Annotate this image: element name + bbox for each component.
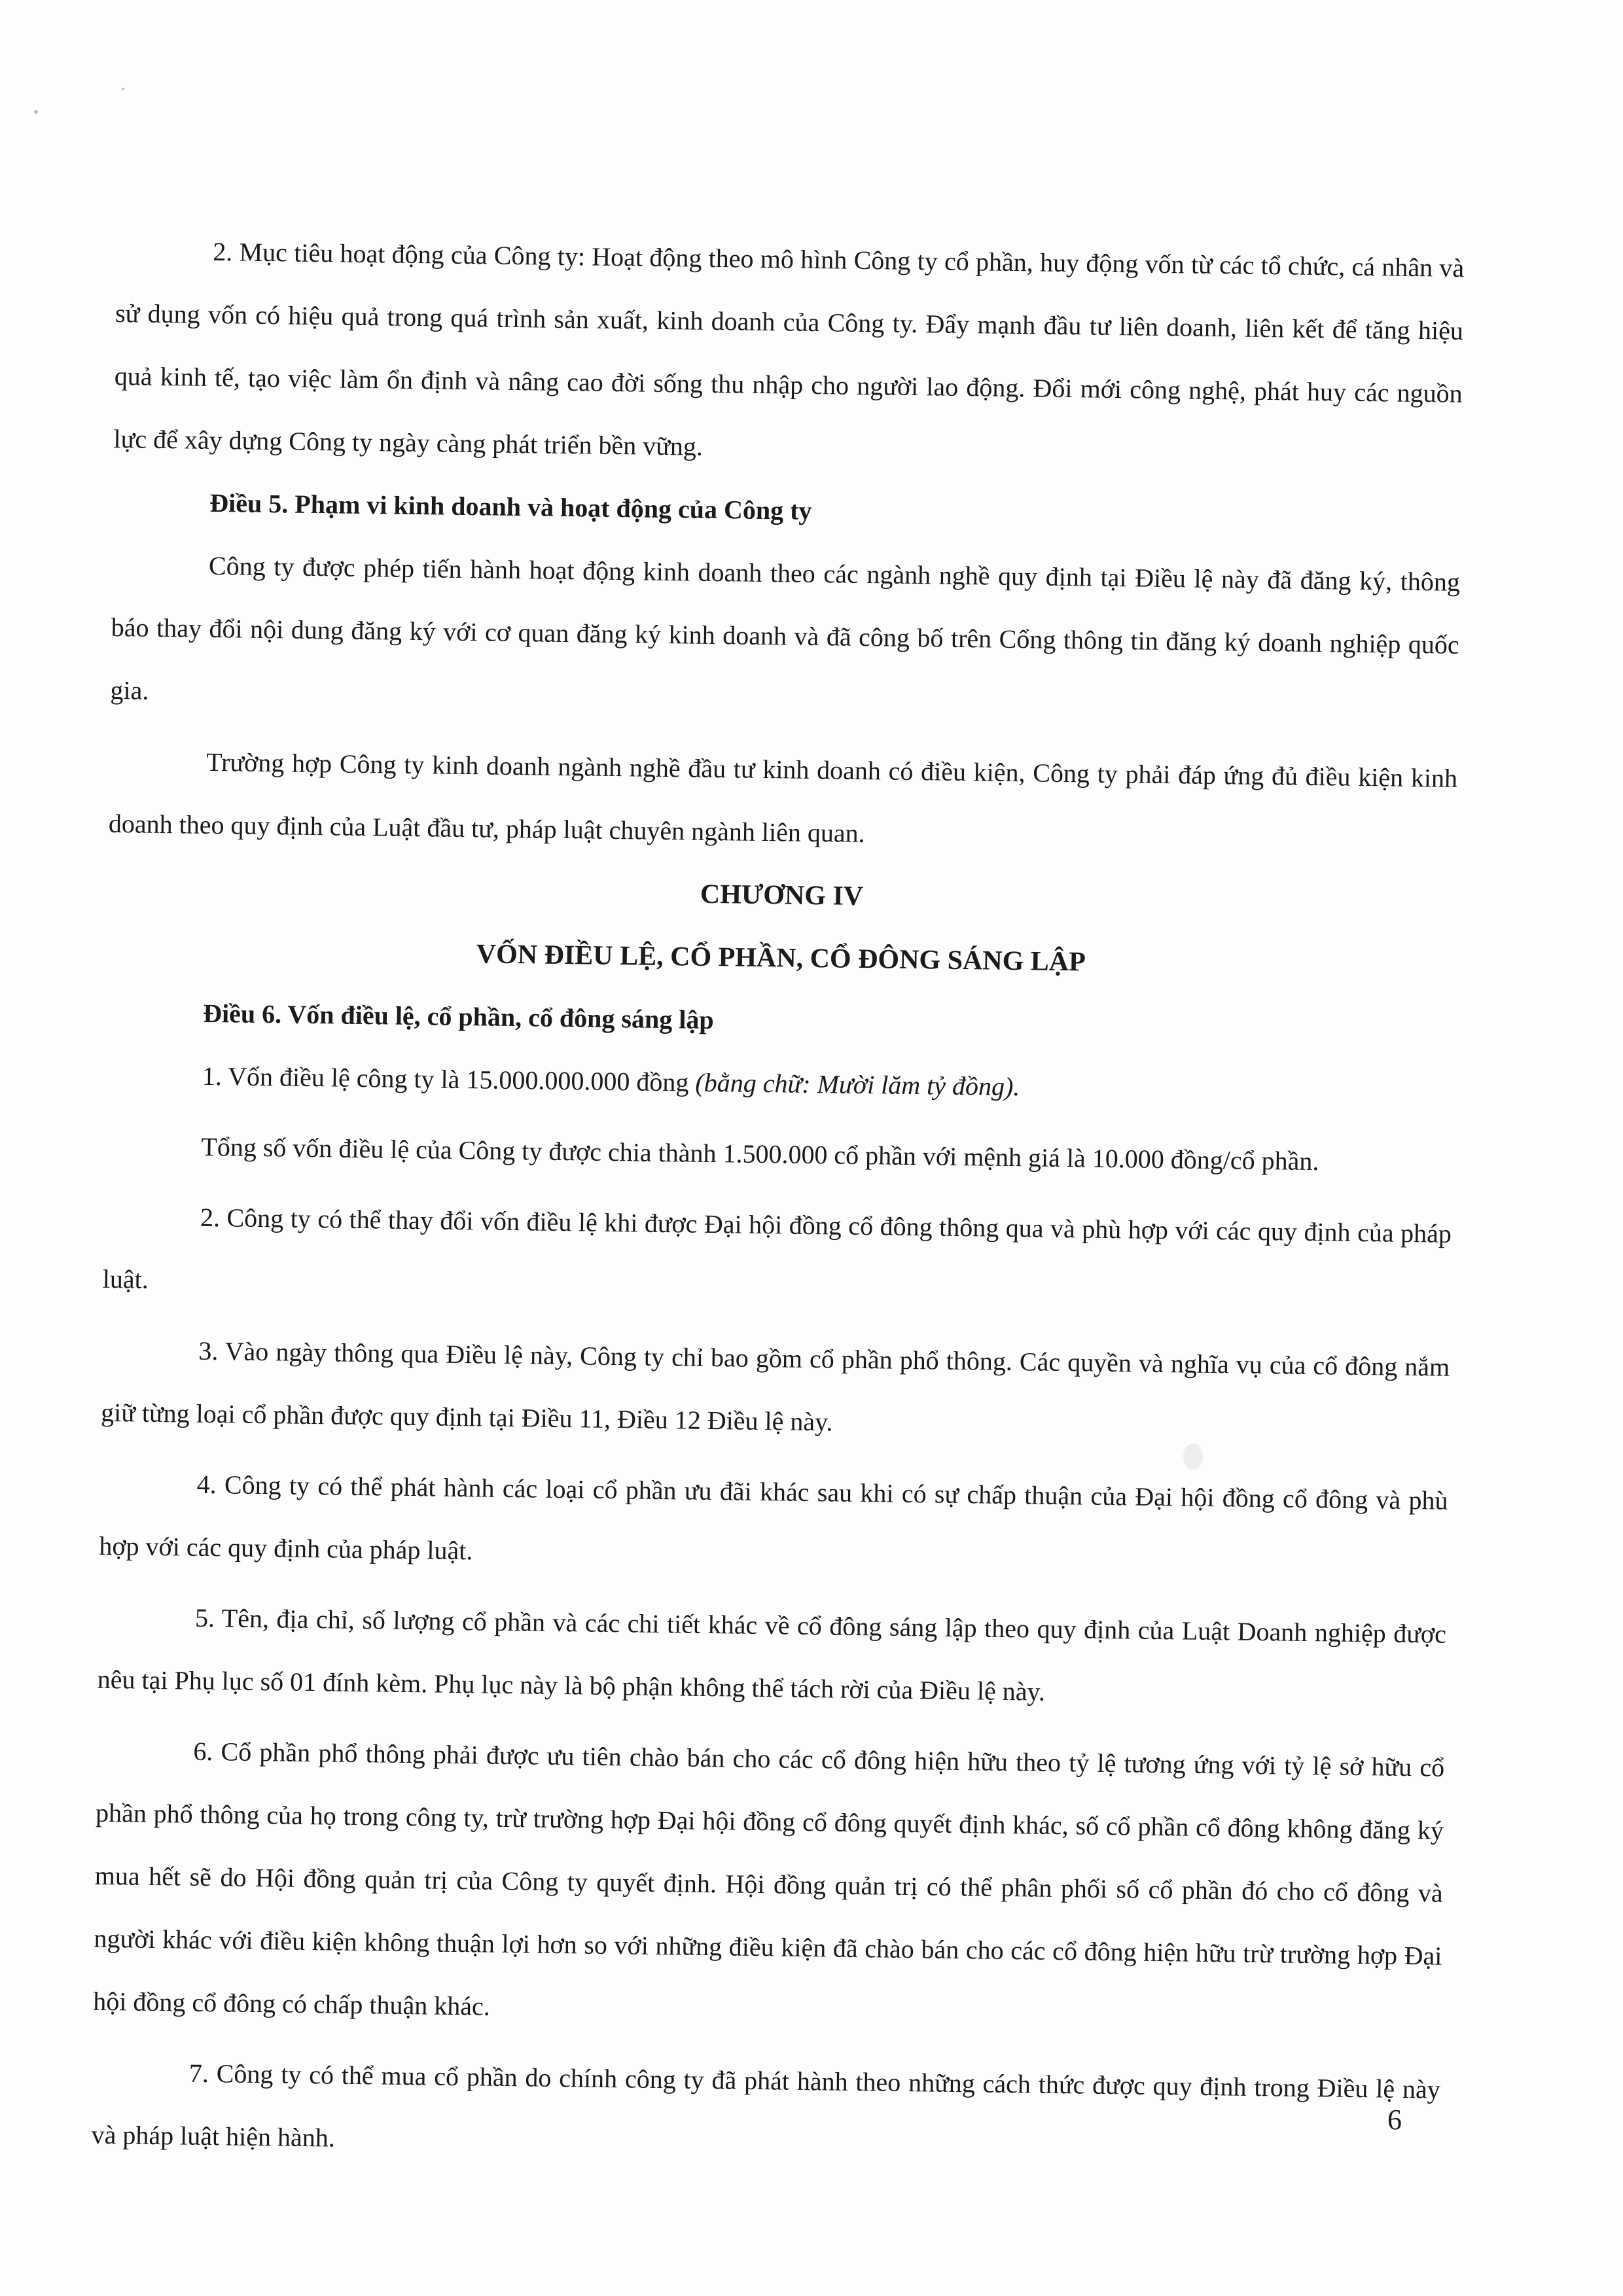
- page-number: 6: [1387, 2104, 1402, 2136]
- article-6-title: Điều 6. Vốn điều lệ, cổ phần, cổ đông sáng lập: [202, 998, 714, 1035]
- article-6-paragraph: Tổng số vốn điều lệ của Công ty được chia thành 1.500.000 cổ phần với mệnh giá là 10.000 đồng/cổ phần.: [201, 1131, 1319, 1176]
- scan-speck: [122, 88, 124, 90]
- charter-capital-text: 1. Vốn điều lệ công ty là 15.000.000.000 đồng: [202, 1061, 689, 1097]
- scan-speck: [34, 110, 38, 114]
- article-6-paragraph: 6. Cổ phần phổ thông phải được ưu tiên chào bán cho các cổ đông hiện hữu theo tỷ lệ tương ứng với tỷ lệ sở hữu cổ phần phổ thông của họ trong công ty, trừ trường hợp Đại hội đồng cổ đông quyết định khác, số cổ phần cổ đông không đăng ký mua hết sẽ do Hội đồng quản trị của Công ty quyết định. Hội đồng quản trị có thể phân phối số cổ phần đó cho cổ đông và người khác với điều kiện không thuận lợi hơn so với những điều kiện đã chào bán cho các cổ đông hiện hữu trừ trường hợp Đại hội đồng cổ đông có chấp thuận khác.: [93, 1736, 1445, 2021]
- charter-capital-in-words: (bằng chữ: Mười lăm tỷ đồng).: [695, 1067, 1020, 1102]
- chapter-number: CHƯƠNG IV: [700, 879, 864, 912]
- article-6-paragraph: 7. Công ty có thể mua cổ phần do chính công ty đã phát hành theo những cách thức được quy định trong Điều lệ này và pháp luật hiện hành.: [91, 2058, 1441, 2153]
- article-6-paragraph: 2. Công ty có thể thay đổi vốn điều lệ khi được Đại hội đồng cổ đông thông qua và phù hợp với các quy định của pháp luật.: [102, 1202, 1452, 1294]
- article-6-paragraph: 3. Vào ngày thông qua Điều lệ này, Công ty chỉ bao gồm cổ phần phổ thông. Các quyền và nghĩa vụ của cổ đông nắm giữ từng loại cổ phần được quy định tại Điều 11, Điều 12 Điều lệ này.: [100, 1335, 1450, 1437]
- article-6-paragraph: 5. Tên, địa chỉ, số lượng cổ phần và các chi tiết khác về cổ đông sáng lập theo quy định của Luật Doanh nghiệp được nêu tại Phụ lục số 01 đính kèm. Phụ lục này là bộ phận không thể tách rời của Điều lệ này.: [97, 1602, 1447, 1706]
- article-5-title: Điều 5. Phạm vi kinh doanh và hoạt động của Công ty: [209, 487, 812, 525]
- article-5-paragraph: Trường hợp Công ty kinh doanh ngành nghề đầu tư kinh doanh có điều kiện, Công ty phải đáp ứng đủ điều kiện kinh doanh theo quy định của Luật đầu tư, pháp luật chuyên ngành liên quan.: [108, 747, 1458, 849]
- paragraph-business-objective: 2. Mục tiêu hoạt động của Công ty: Hoạt động theo mô hình Công ty cổ phần, huy động vốn từ các tổ chức, cá nhân và sử dụng vốn có hiệu quả trong quá trình sản xuất, kinh doanh của Công ty. Đẩy mạnh đầu tư liên doanh, liên kết để tăng hiệu quả kinh tế, tạo việc làm ổn định và nâng cao đời sống thu nhập cho người lao động. Đổi mới công nghệ, phát huy các nguồn lực để xây dựng Công ty ngày càng phát triển bền vững.: [113, 236, 1465, 461]
- article-6-paragraph: 4. Công ty có thể phát hành các loại cổ phần ưu đãi khác sau khi có sự chấp thuận của Đại hội đồng cổ đông và phù hợp với các quy định của pháp luật.: [99, 1469, 1448, 1566]
- chapter-title: VỐN ĐIỀU LỆ, CỔ PHẦN, CỔ ĐÔNG SÁNG LẬP: [476, 939, 1086, 978]
- document-body: [91, 219, 1465, 2184]
- article-5-paragraph: Công ty được phép tiến hành hoạt động kinh doanh theo các ngành nghề quy định tại Điều lệ này đã đăng ký, thông báo thay đổi nội dung đăng ký với cơ quan đăng ký kinh doanh và đã công bố trên Cổng thông tin đăng ký doanh nghiệp quốc gia.: [110, 550, 1461, 705]
